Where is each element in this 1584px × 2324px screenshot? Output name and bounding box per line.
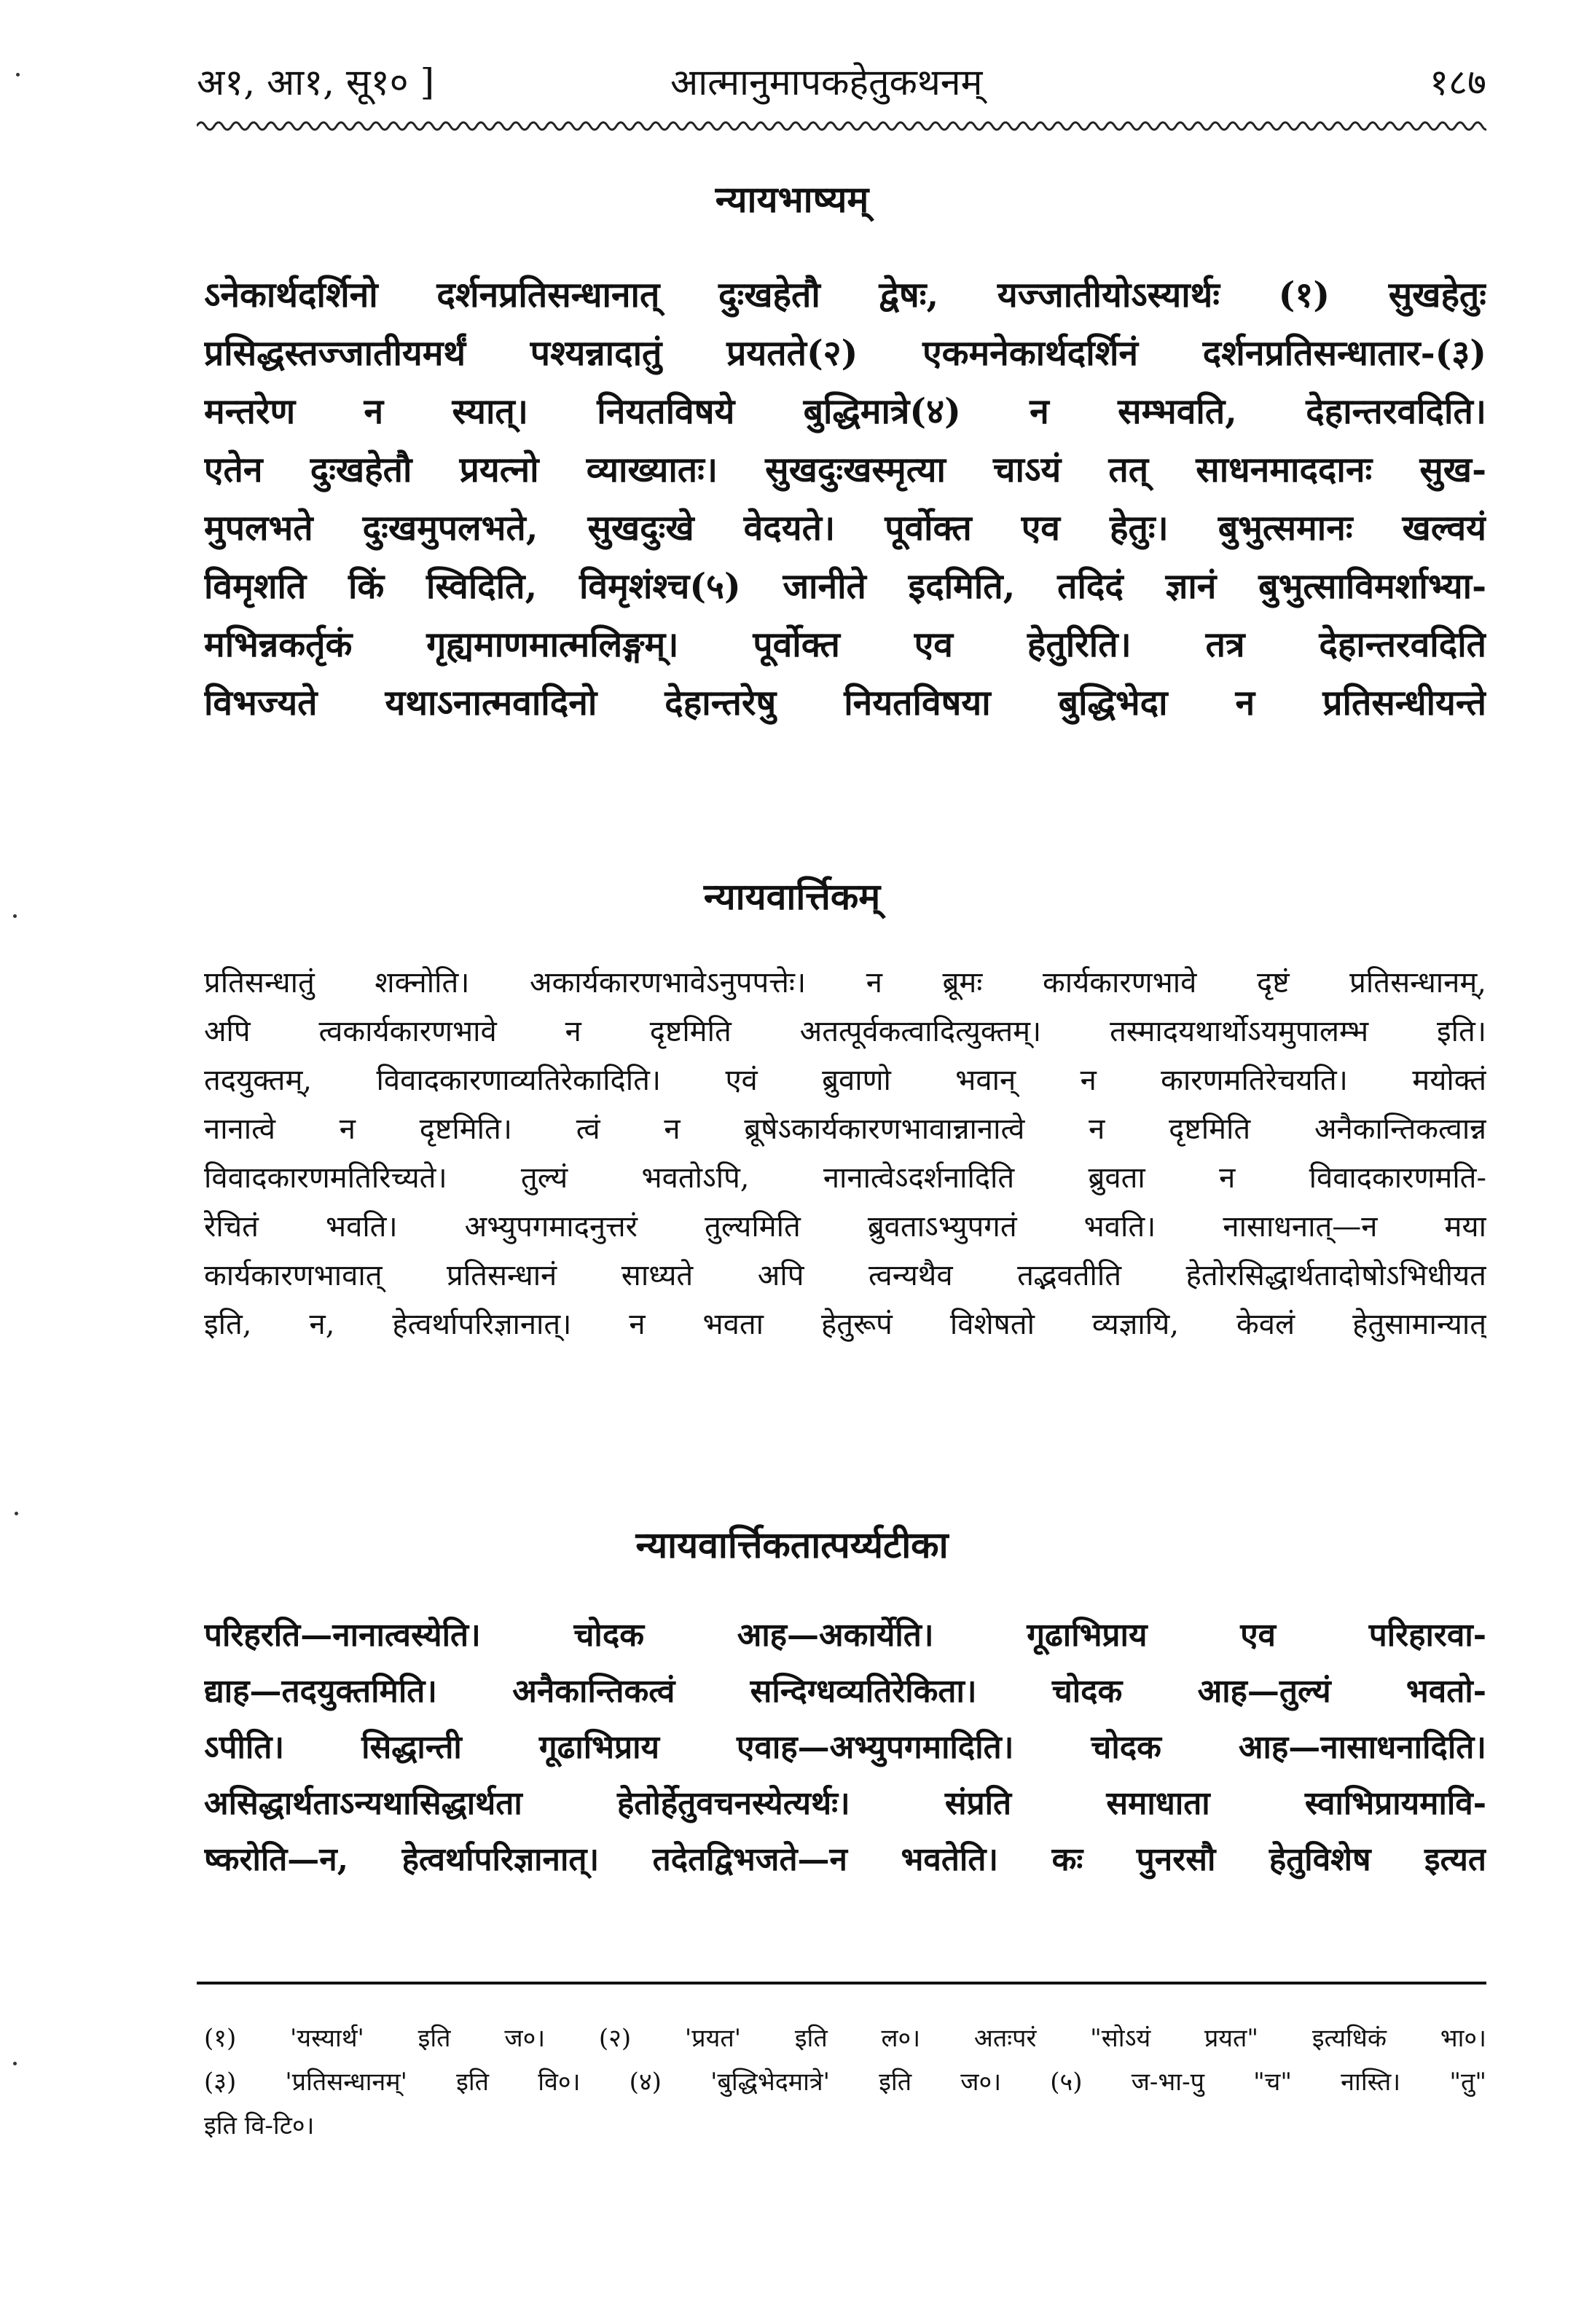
bhashya-line: ऽनेकार्थदर्शिनो दर्शनप्रतिसन्धानात् दुःखहेतौ द्वेषः, यज्जातीयोऽस्यार्थः (१) सुखहेतुः <box>204 275 1486 315</box>
bhashya-line: विभज्यते यथाऽनात्मवादिनो देहान्तरेषु नियतविषया बुद्धिभेदा न प्रतिसन्धीयन्ते <box>204 683 1486 723</box>
bhashya-line: मन्तरेण न स्यात्। नियतविषये बुद्धिमात्रे(४) न सम्भवति, देहान्तरवदिति। <box>204 391 1486 432</box>
bhashya-text <box>204 266 1486 732</box>
bhashya-line: प्रसिद्धस्तज्जातीयमर्थं पश्यन्नादातुं प्रयतते(२) एकमनेकार्थदर्शिनं दर्शनप्रतिसन्धातार-(३) <box>204 333 1486 374</box>
tika-line: द्याह—तदयुक्तमिति। अनैकान्तिकत्वं सन्दिग्धव्यतिरेकिता। चोदक आह—तुल्यं भवतो- <box>204 1673 1486 1710</box>
footnote-line: इति वि-टि०। <box>204 2111 315 2140</box>
vartika-heading: न्यायवार्त्तिकम् <box>703 875 881 918</box>
scan-speck <box>15 1512 18 1515</box>
vartika-line: तदयुक्तम्, विवादकारणाव्यतिरेकादिति। एवं ब्रुवाणो भवान् न कारणमतिरेचयति। मयोक्तं <box>204 1064 1486 1097</box>
scan-speck <box>13 2062 17 2065</box>
bhashya-line: विमृशति किं स्विदिति, विमृशंश्च(५) जानीते इदमिति, तदिदं ज्ञानं बुभुत्साविमर्शाभ्या- <box>204 566 1486 607</box>
footnote-line: (१) 'यस्यार्थ' इति ज०। (२) 'प्रयत' इति ल०। अतःपरं "सोऽयं प्रयत" इत्यधिकं भा०। <box>204 2024 1486 2053</box>
tika-text <box>204 1607 1486 1888</box>
running-title: आत्मानुमापकहेतुकथनम् <box>670 61 983 103</box>
vartika-line: अपि त्वकार्यकारणभावे न दृष्टमिति अतत्पूर्वकत्वादित्युक्तम्। तस्मादयथार्थोऽयमुपालम्भ इति। <box>204 1015 1486 1048</box>
tika-line: ष्करोति—न, हेत्वर्थापरिज्ञानात्। तदेतद्विभजते—न भवतेति। कः पुनरसौ हेतुविशेष इत्यत <box>204 1841 1486 1878</box>
vartika-line: नानात्वे न दृष्टमिति। त्वं न ब्रूषेऽकार्यकारणभावान्नानात्वे न दृष्टमिति अनैकान्तिकत्वान्न <box>204 1112 1486 1146</box>
tika-line: ऽपीति। सिद्धान्ती गूढाभिप्राय एवाह—अभ्युपगमादिति। चोदक आह—नासाधनादिति। <box>204 1729 1486 1766</box>
bhashya-line: मभिन्नकर्तृकं गृह्यमाणमात्मलिङ्गम्। पूर्वोक्त एव हेतुरिति। तत्र देहान्तरवदिति <box>204 624 1486 665</box>
vartika-line: प्रतिसन्धातुं शक्नोति। अकार्यकारणभावेऽनुपपत्तेः। न ब्रूमः कार्यकारणभावे दृष्टं प्रतिसन्धानम्, <box>204 966 1486 1000</box>
footnotes <box>204 2017 1486 2148</box>
tika-line: असिद्धार्थताऽन्यथासिद्धार्थता हेतोर्हेतुवचनस्येत्यर्थः। संप्रति समाधाता स्वाभिप्रायमावि- <box>204 1785 1486 1822</box>
tika-heading: न्यायवार्त्तिकतात्पर्य्यटीका <box>635 1523 949 1566</box>
sutra-reference: अ१, आ१, सू१० ] <box>197 61 435 103</box>
bhashya-heading: न्यायभाष्यम् <box>715 178 869 221</box>
vartika-line: इति, न, हेत्वर्थापरिज्ञानात्। न भवता हेतुरूपं विशेषतो व्यज्ञायि, केवलं हेतुसामान्यात् <box>204 1308 1486 1341</box>
vartika-line: कार्यकारणभावात् प्रतिसन्धानं साध्यते अपि त्वन्यथैव तद्भवतीति हेतोरसिद्धार्थतादोषोऽभिधीयत <box>204 1259 1486 1292</box>
footnote-line: (३) 'प्रतिसन्धानम्' इति वि०। (४) 'बुद्धिभेदमात्रे' इति ज०। (५) ज-भा-पु "च" नास्ति। "तु" <box>204 2068 1486 2097</box>
scan-speck <box>13 914 17 918</box>
tika-line: परिहरति—नानात्वस्येति। चोदक आह—अकार्येति। गूढाभिप्राय एव परिहारवा- <box>204 1617 1486 1654</box>
running-header <box>197 50 1486 115</box>
wavy-header-rule <box>197 117 1486 136</box>
vartika-text <box>204 959 1486 1349</box>
vartika-line: विवादकारणमतिरिच्यते। तुल्यं भवतोऽपि, नानात्वेऽदर्शनादिति ब्रुवता न विवादकारणमति- <box>204 1161 1486 1195</box>
bhashya-line: मुपलभते दुःखमुपलभते, सुखदुःखे वेदयते। पूर्वोक्त एव हेतुः। बुभुत्समानः खल्वयं <box>204 508 1486 549</box>
vartika-line: रेचितं भवति। अभ्युपगमादनुत्तरं तुल्यमिति ब्रुवताऽभ्युपगतं भवति। नासाधनात्—न मया <box>204 1210 1486 1244</box>
page-number: १८७ <box>1430 61 1486 103</box>
bhashya-line: एतेन दुःखहेतौ प्रयत्नो व्याख्यातः। सुखदुःखस्मृत्या चाऽयं तत् साधनमाददानः सुख- <box>204 450 1486 490</box>
scan-speck <box>16 73 20 76</box>
footnote-rule <box>197 1982 1486 1985</box>
